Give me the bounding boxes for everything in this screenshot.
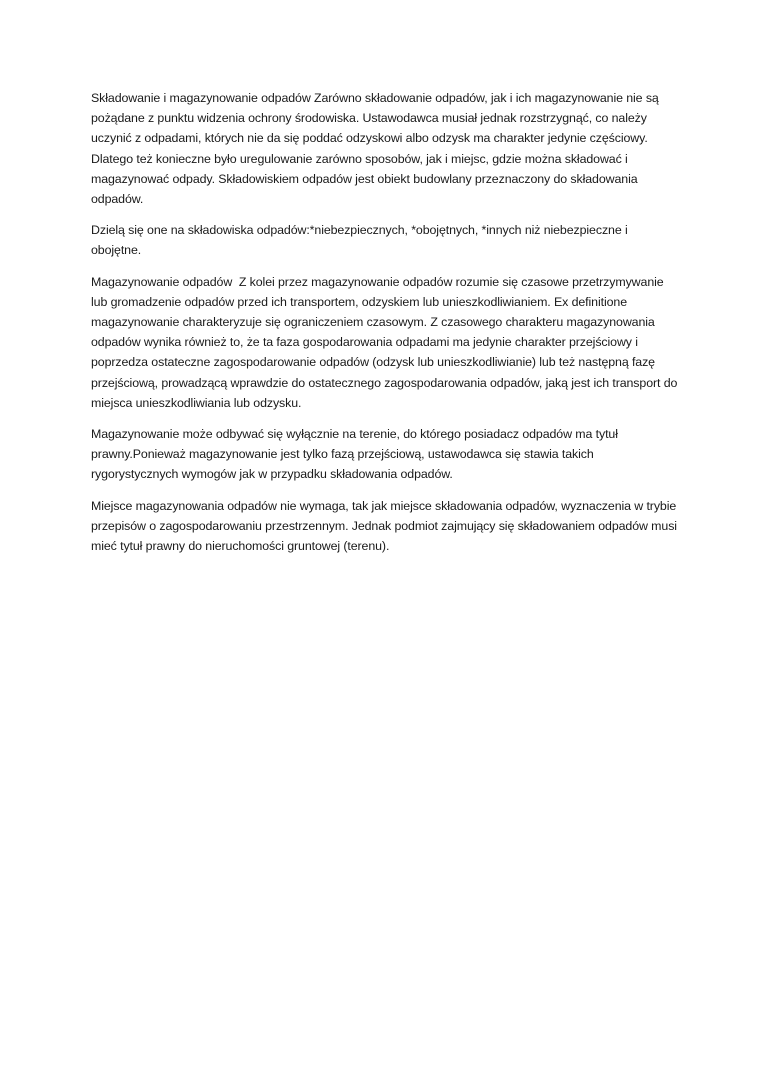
paragraph-legal-title: Magazynowanie może odbywać się wyłącznie na terenie, do którego posiadacz odpadów ma tytuł prawny.Ponieważ magazynowanie jest tylko fazą przejściową, ustawodawca się stawia takich rygorystycznych wymogów jak w przypadku składowania odpadów. — [91, 427, 622, 482]
paragraph-landfill-types: Dzielą się one na składowiska odpadów:*niebezpiecznych, *obojętnych, *innych niż niebezpieczne i obojętne. — [91, 223, 631, 258]
paragraph-warehousing: Magazynowanie odpadów Z kolei przez magazynowanie odpadów rozumie się czasowe przetrzymywanie lub gromadzenie odpadów przed ich transportem, odzyskiem lub unieszkodliwianiem. Ex definitione magazynowanie charakteryzuje się ograniczeniem czasowym. Z czasowego charakteru magazynowania odpadów wynika również to, że ta faza gospodarowania odpadami ma jedynie charakter przejściowy i poprzedza ostateczne zagospodarowanie odpadów (odzysk lub unieszkodliwianie) lub też następną fazę przejściową, prowadzącą wprawdzie do ostatecznego zagospodarowania odpadów, jaką jest ich transport do miejsca unieszkodliwiania lub odzysku. — [91, 274, 681, 410]
paragraph-spatial-planning: Miejsce magazynowania odpadów nie wymaga, tak jak miejsce składowania odpadów, wyznaczenia w trybie przepisów o zagospodarowaniu przestrzennym. Jednak podmiot zajmujący się składowaniem odpadów musi mieć tytuł prawny do nieruchomości gruntowej (terenu). — [91, 498, 681, 554]
paragraph-storage-intro: Składowanie i magazynowanie odpadów Zarówno składowanie odpadów, jak i ich magazynowanie nie są pożądane z punktu widzenia ochrony środowiska. Ustawodawca musiał jednak rozstrzygnąć, co należy uczynić z odpadami, których nie da się poddać odzyskowi albo odzysk ma charakter jedynie częściowy. Dlatego też konieczne było uregulowanie zarówno sposobów, jak i miejsc, gdzie można składować i magazynować odpady. Składowiskiem odpadów jest obiekt budowlany przeznaczony do składowania odpadów. — [91, 91, 663, 207]
document-body — [91, 88, 681, 567]
